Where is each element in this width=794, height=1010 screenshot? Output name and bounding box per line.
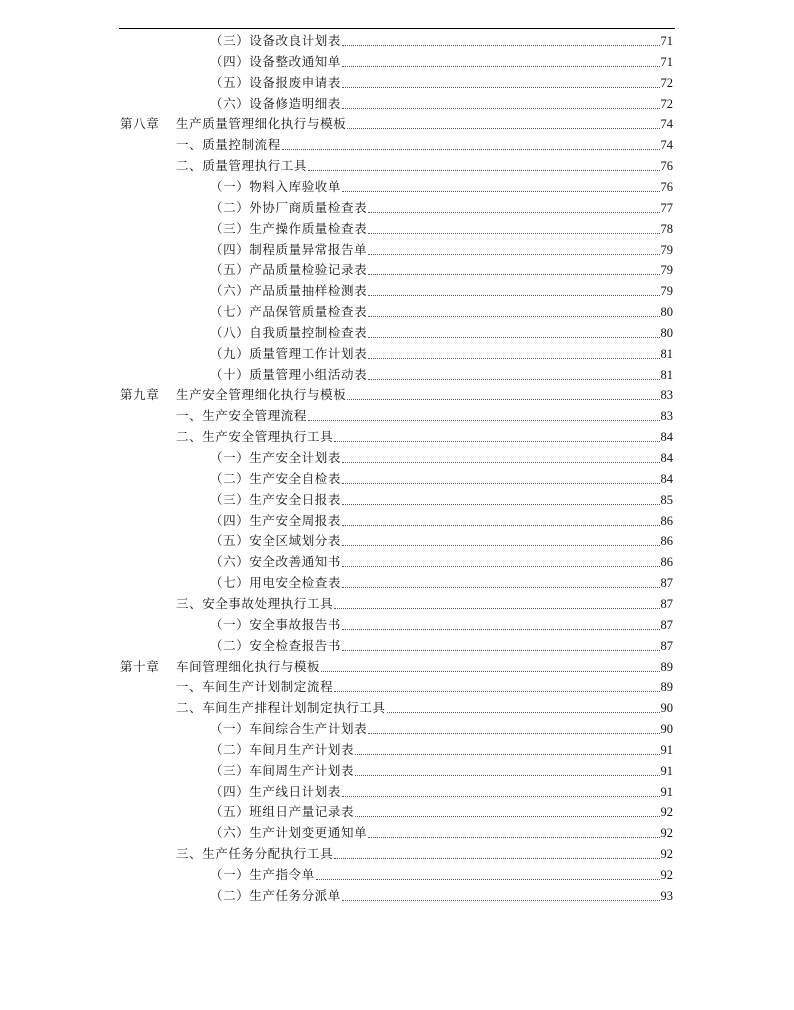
toc-dot-leader bbox=[342, 587, 659, 588]
toc-page-number: 86 bbox=[660, 534, 673, 549]
toc-entry-title: （六）设备修造明细表 bbox=[210, 95, 342, 111]
toc-chapter-entry[interactable] bbox=[0, 114, 794, 135]
toc-entry[interactable] bbox=[0, 448, 794, 469]
toc-entry[interactable] bbox=[0, 344, 794, 365]
toc-entry[interactable] bbox=[0, 511, 794, 532]
toc-dot-leader bbox=[368, 254, 659, 255]
toc-entry-title: （八）自我质量控制检查表 bbox=[210, 324, 368, 340]
toc-entry-title: 一、生产安全管理流程 bbox=[176, 408, 308, 424]
toc-entry-title: （四）制程质量异常报告单 bbox=[210, 241, 368, 257]
toc-dot-leader bbox=[368, 337, 659, 338]
toc-dot-leader bbox=[342, 629, 659, 630]
toc-dot-leader bbox=[334, 691, 659, 692]
toc-dot-leader bbox=[342, 191, 659, 192]
toc-entry[interactable] bbox=[0, 761, 794, 782]
toc-chapter-number: 第九章 bbox=[120, 387, 160, 403]
toc-page-number: 93 bbox=[660, 888, 673, 903]
toc-dot-leader bbox=[342, 545, 659, 546]
toc-entry-title: （二）车间月生产计划表 bbox=[210, 741, 355, 757]
toc-dot-leader bbox=[368, 733, 659, 734]
toc-dot-leader bbox=[308, 170, 659, 171]
toc-entry[interactable] bbox=[0, 886, 794, 907]
toc-entry[interactable] bbox=[0, 531, 794, 552]
toc-dot-leader bbox=[342, 900, 659, 901]
toc-entry-title: 一、质量控制流程 bbox=[176, 137, 281, 153]
toc-entry[interactable] bbox=[0, 52, 794, 73]
toc-entry[interactable] bbox=[0, 490, 794, 511]
toc-entry-title: 一、车间生产计划制定流程 bbox=[176, 679, 334, 695]
toc-dot-leader bbox=[368, 358, 659, 359]
toc-entry[interactable] bbox=[0, 573, 794, 594]
toc-entry-title: （六）产品质量抽样检测表 bbox=[210, 283, 368, 299]
toc-entry[interactable] bbox=[0, 719, 794, 740]
toc-dot-leader bbox=[355, 754, 659, 755]
toc-page-number: 79 bbox=[660, 263, 673, 278]
toc-entry-title: 二、生产安全管理执行工具 bbox=[176, 429, 334, 445]
toc-entry[interactable] bbox=[0, 615, 794, 636]
table-of-contents bbox=[0, 31, 794, 907]
toc-entry[interactable] bbox=[0, 73, 794, 94]
toc-page-number: 76 bbox=[660, 159, 673, 174]
toc-entry[interactable] bbox=[0, 135, 794, 156]
toc-page-number: 74 bbox=[660, 138, 673, 153]
toc-entry-title: （二）生产任务分派单 bbox=[210, 887, 342, 903]
toc-entry[interactable] bbox=[0, 636, 794, 657]
toc-page-number: 86 bbox=[660, 555, 673, 570]
toc-dot-leader bbox=[368, 233, 659, 234]
toc-entry[interactable] bbox=[0, 406, 794, 427]
toc-entry-title: 生产安全管理细化执行与模板 bbox=[176, 387, 347, 403]
toc-chapter-number: 第十章 bbox=[120, 658, 160, 674]
toc-entry-title: 二、车间生产排程计划制定执行工具 bbox=[176, 700, 386, 716]
toc-page-number: 92 bbox=[660, 868, 673, 882]
toc-entry[interactable] bbox=[0, 782, 794, 803]
toc-page-number: 92 bbox=[660, 805, 673, 820]
toc-entry-title: 生产质量管理细化执行与模板 bbox=[176, 116, 347, 132]
toc-entry-title: （三）生产安全日报表 bbox=[210, 491, 342, 507]
toc-entry-title: （六）安全改善通知书 bbox=[210, 554, 342, 570]
toc-dot-leader bbox=[342, 66, 659, 67]
toc-page-number: 79 bbox=[660, 284, 673, 299]
toc-entry[interactable] bbox=[0, 240, 794, 261]
toc-entry[interactable] bbox=[0, 198, 794, 219]
toc-page-number: 91 bbox=[660, 784, 673, 799]
toc-entry[interactable] bbox=[0, 823, 794, 844]
toc-entry[interactable] bbox=[0, 31, 794, 52]
toc-dot-leader bbox=[355, 775, 659, 776]
toc-dot-leader bbox=[321, 671, 659, 672]
toc-dot-leader bbox=[347, 128, 659, 129]
toc-entry[interactable] bbox=[0, 302, 794, 323]
toc-dot-leader bbox=[342, 650, 659, 651]
toc-page-number: 72 bbox=[660, 96, 673, 111]
toc-entry-title: （一）安全事故报告书 bbox=[210, 616, 342, 632]
toc-page-number: 74 bbox=[660, 117, 673, 132]
toc-entry[interactable] bbox=[0, 594, 794, 615]
toc-page-number: 87 bbox=[660, 638, 673, 653]
toc-dot-leader bbox=[316, 879, 660, 880]
toc-page-number: 81 bbox=[660, 346, 673, 361]
toc-page-number: 76 bbox=[660, 179, 673, 194]
toc-entry[interactable] bbox=[0, 281, 794, 302]
toc-dot-leader bbox=[355, 816, 659, 817]
toc-page-number: 77 bbox=[660, 200, 673, 215]
toc-entry-title: 二、质量管理执行工具 bbox=[176, 158, 308, 174]
toc-page-number: 89 bbox=[660, 659, 673, 674]
toc-dot-leader bbox=[342, 45, 659, 46]
toc-entry-title: （四）生产安全周报表 bbox=[210, 512, 342, 528]
toc-page-number: 84 bbox=[660, 430, 673, 445]
toc-dot-leader bbox=[368, 274, 659, 275]
toc-dot-leader bbox=[368, 295, 659, 296]
toc-dot-leader bbox=[368, 212, 659, 213]
toc-entry-title: （五）安全区域划分表 bbox=[210, 533, 342, 549]
toc-entry-title: （五）班组日产量记录表 bbox=[210, 804, 355, 820]
toc-page-number: 85 bbox=[660, 492, 673, 507]
toc-entry-title: （二）安全检查报告书 bbox=[210, 637, 342, 653]
toc-entry[interactable] bbox=[0, 844, 794, 865]
toc-dot-leader bbox=[342, 504, 659, 505]
toc-page-number: 84 bbox=[660, 471, 673, 486]
toc-dot-leader bbox=[282, 149, 660, 150]
toc-page-number: 80 bbox=[660, 325, 673, 340]
toc-page-number: 78 bbox=[660, 221, 673, 236]
toc-page-number: 86 bbox=[660, 513, 673, 528]
toc-entry-title: （二）外协厂商质量检查表 bbox=[210, 199, 368, 215]
toc-dot-leader bbox=[334, 608, 659, 609]
toc-page-number: 92 bbox=[660, 826, 673, 841]
toc-dot-leader bbox=[334, 441, 659, 442]
toc-entry-title: （六）生产计划变更通知单 bbox=[210, 825, 368, 841]
toc-entry[interactable] bbox=[0, 323, 794, 344]
toc-entry-title: 三、生产任务分配执行工具 bbox=[176, 846, 334, 862]
toc-entry-title: （七）用电安全检查表 bbox=[210, 575, 342, 591]
toc-page-number: 92 bbox=[660, 847, 673, 862]
toc-page-number: 89 bbox=[660, 680, 673, 695]
toc-page-number: 90 bbox=[660, 722, 673, 737]
toc-dot-leader bbox=[387, 712, 660, 713]
toc-page-number: 79 bbox=[660, 242, 673, 257]
toc-entry[interactable] bbox=[0, 260, 794, 281]
toc-page-number: 71 bbox=[660, 54, 673, 69]
toc-dot-leader bbox=[347, 399, 659, 400]
toc-dot-leader bbox=[368, 379, 659, 380]
toc-entry-title: （五）产品质量检验记录表 bbox=[210, 262, 368, 278]
toc-entry[interactable] bbox=[0, 219, 794, 240]
toc-page-number: 91 bbox=[660, 742, 673, 757]
toc-entry-title: （四）设备整改通知单 bbox=[210, 53, 342, 69]
toc-dot-leader bbox=[342, 462, 659, 463]
toc-entry-title: 车间管理细化执行与模板 bbox=[176, 658, 321, 674]
toc-entry-title: 三、安全事故处理执行工具 bbox=[176, 595, 334, 611]
toc-page-number: 91 bbox=[660, 763, 673, 778]
toc-entry-title: （一）生产安全计划表 bbox=[210, 450, 342, 465]
toc-entry-title: （五）设备报废申请表 bbox=[210, 74, 342, 90]
toc-dot-leader bbox=[342, 525, 659, 526]
toc-dot-leader bbox=[342, 566, 659, 567]
toc-dot-leader bbox=[342, 87, 659, 88]
toc-dot-leader bbox=[342, 796, 659, 797]
toc-entry[interactable] bbox=[0, 552, 794, 573]
toc-dot-leader bbox=[334, 858, 659, 859]
toc-entry[interactable] bbox=[0, 156, 794, 177]
toc-entry-title: （七）产品保管质量检查表 bbox=[210, 304, 368, 320]
toc-page-number: 87 bbox=[660, 617, 673, 632]
toc-dot-leader bbox=[368, 316, 659, 317]
toc-entry-title: （三）车间周生产计划表 bbox=[210, 762, 355, 778]
toc-dot-leader bbox=[342, 108, 659, 109]
toc-dot-leader bbox=[342, 483, 659, 484]
toc-page-number: 83 bbox=[660, 409, 673, 424]
toc-entry[interactable] bbox=[0, 94, 794, 115]
toc-chapter-entry[interactable] bbox=[0, 385, 794, 406]
toc-entry[interactable] bbox=[0, 865, 794, 886]
toc-entry[interactable] bbox=[0, 427, 794, 448]
toc-chapter-number: 第八章 bbox=[120, 116, 160, 132]
toc-entry-title: （九）质量管理工作计划表 bbox=[210, 345, 368, 361]
toc-page-number: 83 bbox=[660, 388, 673, 403]
toc-entry[interactable] bbox=[0, 177, 794, 198]
toc-entry-title: （三）生产操作质量检查表 bbox=[210, 220, 368, 236]
toc-entry-title: （四）生产线日计划表 bbox=[210, 783, 342, 799]
toc-page-number: 84 bbox=[660, 451, 673, 465]
toc-dot-leader bbox=[368, 837, 659, 838]
toc-entry-title: （一）车间综合生产计划表 bbox=[210, 721, 368, 737]
toc-chapter-entry[interactable] bbox=[0, 657, 794, 678]
toc-entry[interactable] bbox=[0, 802, 794, 823]
toc-entry-title: （十）质量管理小组活动表 bbox=[210, 366, 368, 382]
toc-entry[interactable] bbox=[0, 740, 794, 761]
toc-page-number: 87 bbox=[660, 596, 673, 611]
toc-entry-title: （三）设备改良计划表 bbox=[210, 33, 342, 48]
toc-page-number: 80 bbox=[660, 305, 673, 320]
toc-entry[interactable] bbox=[0, 365, 794, 386]
toc-dot-leader bbox=[308, 420, 659, 421]
toc-entry-title: （二）生产安全自检表 bbox=[210, 470, 342, 486]
toc-page-number: 81 bbox=[660, 367, 673, 382]
toc-page-number: 71 bbox=[660, 34, 673, 48]
toc-page-number: 72 bbox=[660, 75, 673, 90]
toc-page-number: 90 bbox=[660, 701, 673, 716]
toc-page-number: 87 bbox=[660, 576, 673, 591]
toc-entry[interactable] bbox=[0, 698, 794, 719]
toc-entry-title: （一）物料入库验收单 bbox=[210, 178, 342, 194]
toc-entry-title: （一）生产指令单 bbox=[210, 867, 315, 882]
toc-entry[interactable] bbox=[0, 677, 794, 698]
toc-entry[interactable] bbox=[0, 469, 794, 490]
header-rule bbox=[119, 28, 675, 29]
